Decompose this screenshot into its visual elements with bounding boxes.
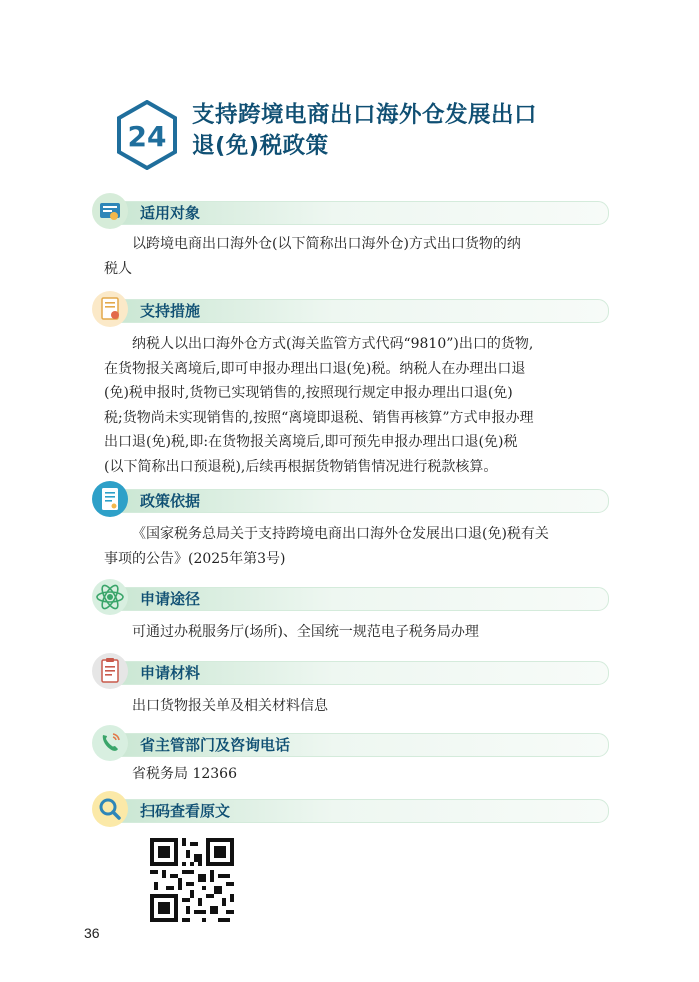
section-bar bbox=[109, 489, 609, 513]
section-bar bbox=[109, 799, 609, 823]
phone-icon bbox=[91, 724, 129, 762]
policy-document-icon bbox=[91, 480, 129, 518]
section-label: 申请材料 bbox=[140, 664, 201, 682]
number-hexagon-icon bbox=[116, 100, 178, 170]
section-label: 政策依据 bbox=[140, 492, 201, 510]
body-line: 税;货物尚未实现销售的,按照“离境即退税、销售再核算”方式申报办理 bbox=[104, 409, 534, 426]
qr-code[interactable] bbox=[150, 838, 234, 922]
page-number: 36 bbox=[84, 925, 100, 941]
id-card-icon bbox=[91, 192, 129, 230]
body-line: 事项的公告》(2025年第3号) bbox=[104, 550, 286, 567]
section-label: 申请途径 bbox=[140, 590, 201, 608]
section-label: 省主管部门及咨询电话 bbox=[140, 736, 291, 754]
body-line: 出口货物报关单及相关材料信息 bbox=[132, 698, 328, 714]
section-bar bbox=[109, 587, 609, 611]
atom-icon bbox=[91, 578, 129, 616]
document-seal-icon bbox=[91, 290, 129, 328]
section-label: 适用对象 bbox=[140, 204, 201, 222]
body-line: 可通过办税服务厅(场所)、全国统一规范电子税务局办理 bbox=[132, 624, 479, 640]
body-line: 以跨境电商出口海外仓(以下简称出口海外仓)方式出口货物的纳 bbox=[132, 236, 521, 252]
section-body bbox=[104, 762, 614, 787]
page-title bbox=[192, 100, 622, 162]
section-body bbox=[104, 232, 614, 281]
section-body bbox=[104, 620, 614, 645]
body-line: 《国家税务总局关于支持跨境电商出口海外仓发展出口退(免)税有关 bbox=[132, 526, 549, 542]
section-bar bbox=[109, 299, 609, 323]
clipboard-icon bbox=[91, 652, 129, 690]
section-bar bbox=[109, 201, 609, 225]
body-line: 纳税人以出口海外仓方式(海关监管方式代码“9810”)出口的货物, bbox=[132, 336, 534, 352]
section-body bbox=[104, 694, 614, 719]
section-body bbox=[104, 332, 614, 479]
body-line: 出口退(免)税,即:在货物报关离境后,即可预先申报办理出口退(免)税 bbox=[104, 434, 518, 450]
policy-header bbox=[116, 100, 636, 180]
body-line: 省税务局 12366 bbox=[132, 766, 237, 782]
section-body bbox=[104, 522, 614, 571]
magnifier-icon bbox=[91, 790, 129, 828]
body-line: 税人 bbox=[104, 260, 132, 277]
body-line: 在货物报关离境后,即可申报办理出口退(免)税。纳税人在办理出口退 bbox=[104, 360, 526, 377]
body-line: (以下简称出口预退税),后续再根据货物销售情况进行税款核算。 bbox=[104, 458, 498, 475]
title-line-2: 退(免)税政策 bbox=[192, 133, 329, 159]
section-label: 扫码查看原文 bbox=[140, 802, 231, 820]
section-label: 支持措施 bbox=[140, 302, 201, 320]
title-line-1: 支持跨境电商出口海外仓发展出口 bbox=[192, 102, 538, 128]
section-bar bbox=[109, 661, 609, 685]
policy-number: 24 bbox=[127, 120, 167, 153]
section-bar bbox=[109, 733, 609, 757]
body-line: (免)税申报时,货物已实现销售的,按照现行规定申报办理出口退(免) bbox=[104, 385, 513, 401]
